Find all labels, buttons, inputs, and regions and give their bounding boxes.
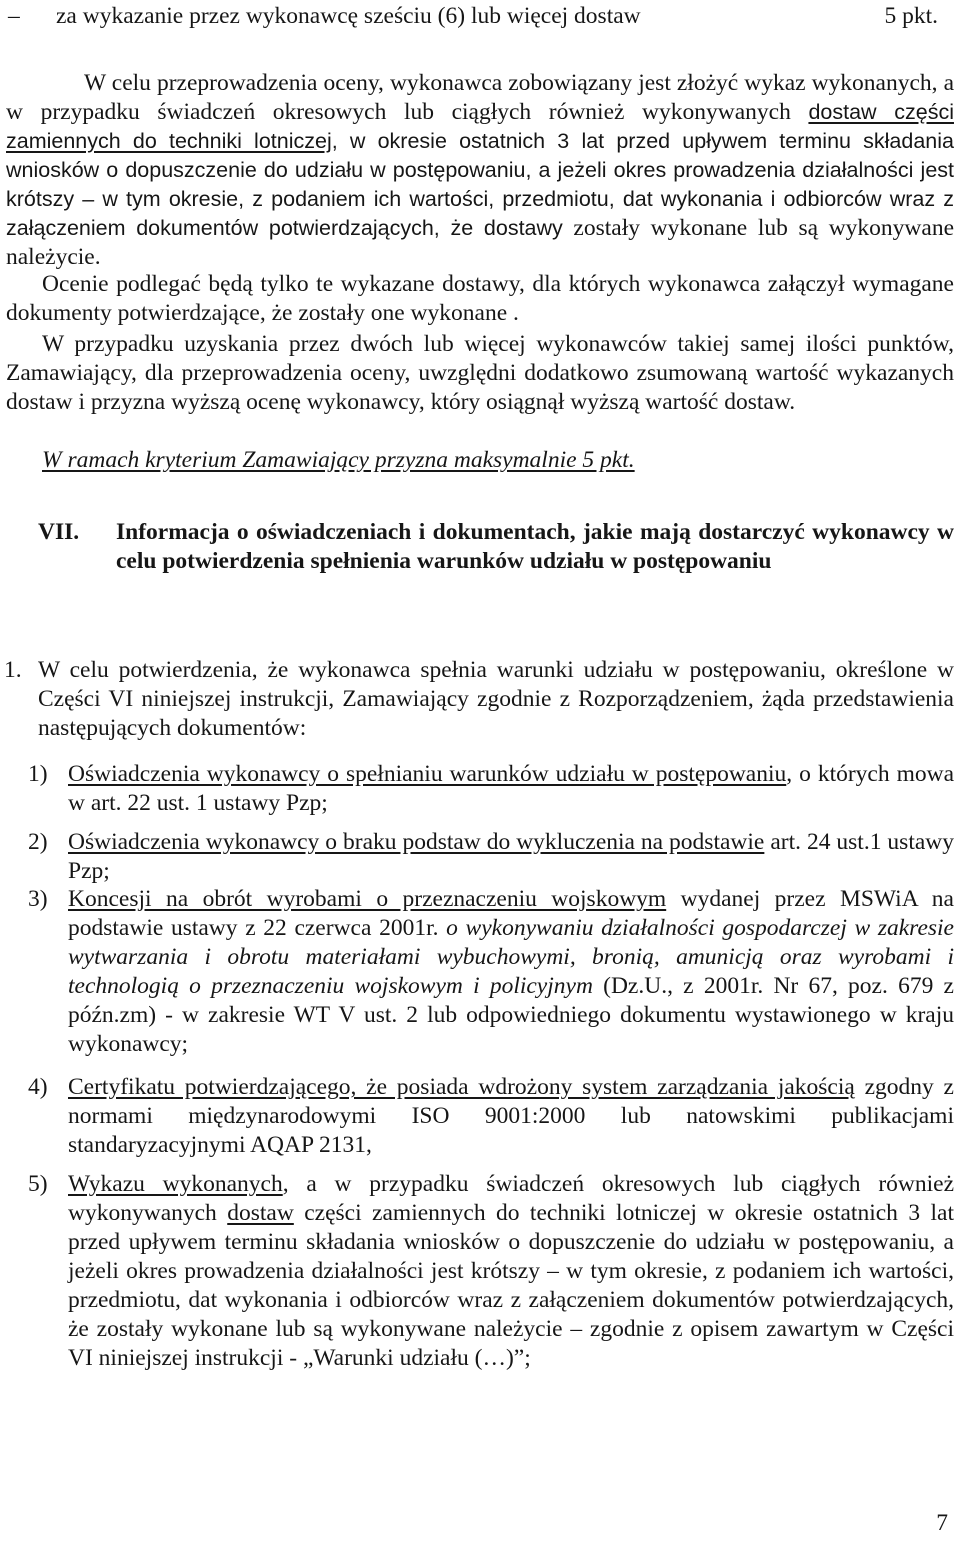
sub-item-underlined: Wykazu wykonanych (68, 1171, 283, 1197)
sub-item-underlined: Oświadczenia wykonawcy o braku podstaw do wykluczenia na podstawie (68, 829, 765, 855)
paragraph-evaluation: Ocenie podlegać będą tylko te wykazane dostawy, dla których wykonawca załączył wymagane dokumenty potwierdzające, że zostały one wykonane . (6, 271, 954, 326)
sub-item-number: 1) (28, 761, 48, 787)
act-title: o wykonywaniu działalności gospodarczej w zakresie wytwarzania i obrotu materiałami wybuchowymi, bronią, amunicją oraz wyrobami i technologią o przeznaczeniu wojskowym i policyjnym (68, 915, 954, 999)
sub-item-text (68, 760, 954, 818)
paragraph-a-underlined: dostaw części zamiennych do techniki lotniczej (6, 100, 954, 153)
item-number: 1. (4, 657, 22, 683)
paragraph-tie-break: W przypadku uzyskania przez dwóch lub więcej wykonawców takiej samej ilości punktów, Zamawiający, dla przeprowadzenia oceny, uwzględni dodatkowo zsumowaną wartość wykazanych dostaw i przyzna wyższą ocenę wykonawcy, który osiągnął wyższą wartość dostaw. (6, 331, 954, 415)
item-text: W celu potwierdzenia, że wykonawca spełnia warunki udziału w postępowaniu, określone w Części VI niniejszej instrukcji, Zamawiający zgodnie z Rozporządzeniem, żąda przedstawienia następujących dokumentów: (38, 657, 954, 741)
sub-item-number: 4) (28, 1074, 48, 1100)
section-number: VII. (38, 519, 80, 545)
scoring-line-text: za wykazanie przez wykonawcę sześciu (6) lub więcej dostaw (56, 3, 641, 29)
sub-item-mid: , a w przypadku świadczeń okresowych lub ciągłych również wykonywanych (68, 1171, 955, 1226)
sub-item-text (68, 828, 954, 886)
list-dash: – (8, 3, 20, 29)
sub-item-underlined: Certyfikatu potwierdzającego, że posiada wdrożony system zarządzania jakością (68, 1074, 855, 1100)
max-points-note: W ramach kryterium Zamawiający przyzna maksymalnie 5 pkt. (42, 447, 635, 473)
paragraph-deliveries-list (6, 69, 954, 272)
paragraph-a-sans-end: , w okresie ostatnich 3 lat przed upływem terminu składania wniosków o dopuszczenie do udziału w postępowaniu, a jeżeli okres prowadzenia działalności jest krótszy – w tym okresie, z podaniem ich wartości, przedmiotu, dat wykonania i odbiorców wraz z załączeniem dokumentów potwierdzających, że dostawy (6, 129, 954, 240)
sub-item-underlined: Koncesji na obrót wyrobami o przeznaczeniu wojskowym (68, 886, 667, 912)
sub-item-underlined: Oświadczenia wykonawcy o spełnianiu warunków udziału w postępowaniu (68, 761, 787, 787)
sub-item-rest: art. 24 ust.1 ustawy Pzp; (68, 829, 954, 884)
scoring-points: 5 pkt. (884, 3, 938, 29)
sub-item-text (68, 885, 954, 1059)
sub-item-text (68, 1073, 954, 1160)
sub-item-mid: wydanej przez MSWiA na podstawie ustawy z 22 czerwca 2001r. (68, 886, 954, 941)
sub-item-rest: zgodny z normami międzynarodowymi ISO 9001:2000 lub natowskimi publikacjami standaryzacyjnymi AQAP 2131, (68, 1074, 954, 1158)
paragraph-a-start: W celu przeprowadzenia oceny, wykonawca zobowiązany jest złożyć wykaz wykonanych, a w przypadku świadczeń okresowych lub ciągłych również wykonywanych (6, 70, 954, 125)
sub-item-rest: części zamiennych do techniki lotniczej w okresie ostatnich 3 lat przed upływem terminu składania wniosków o dopuszczenie do udziału w postępowaniu, a jeżeli okres prowadzenia działalności jest krótszy – w tym okresie, z podaniem ich wartości, przedmiotu, dat wykonania i odbiorców wraz z załączeniem dokumentów potwierdzających, że zostały wykonane lub są wykonywane należycie – zgodnie z opisem zawartym w Części VI niniejszej instrukcji - „Warunki udziału (…)”; (68, 1200, 954, 1371)
sub-item-rest: , o których mowa w art. 22 ust. 1 ustawy Pzp; (68, 761, 954, 816)
paragraph-a-end: zostały wykonane lub są wykonywane należycie. (6, 215, 955, 270)
sub-item-text (68, 1170, 954, 1373)
scoring-line (8, 2, 938, 31)
sub-item-underlined-b: dostaw (227, 1200, 294, 1226)
section-title: Informacja o oświadczeniach i dokumentach, jakie mają dostarczyć wykonawcy w celu potwierdzenia spełnienia warunków udziału w postępowaniu (116, 519, 954, 574)
sub-item-number: 5) (28, 1171, 48, 1197)
sub-item-number: 3) (28, 886, 48, 912)
sub-item-rest: (Dz.U., z 2001r. Nr 67, poz. 679 z późn.zm) - w zakresie WT V ust. 2 lub odpowiedniego dokumentu wystawionego w kraju wykonawcy; (68, 973, 954, 1057)
sub-item-number: 2) (28, 829, 48, 855)
page-number: 7 (936, 1510, 948, 1536)
